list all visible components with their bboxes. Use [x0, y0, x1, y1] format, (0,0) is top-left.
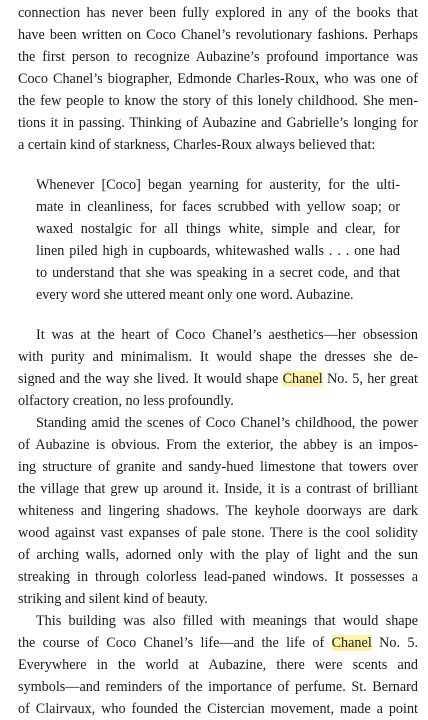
text-line: streaking in through colorless lead-paned windows. It possesses a	[18, 569, 418, 585]
text-line: whiteness and lingering shadows. The keyhole doorways are dark	[18, 503, 418, 519]
text-segment: No. 5.	[371, 635, 418, 651]
quote-line: every word she uttered meant only one word. Aubazine.	[36, 287, 354, 303]
text-line: It was at the heart of Coco Chanel’s aesthetics—her obsession	[36, 327, 418, 343]
quote-line: mate in cleanliness, for faces scrubbed with yellow soap; or	[36, 199, 400, 215]
quote-line: waxed nostalgic for all things white, simple and clear, for	[36, 221, 400, 237]
text-line: the few people to know the story of this lonely childhood. She men-	[18, 93, 418, 109]
quote-line: to understand that she was speaking in a secret code, and that	[36, 265, 400, 281]
text-line: Standing amid the scenes of Coco Chanel’s childhood, the power	[36, 415, 418, 431]
text-line: the village that grew up around it. Inside, it is a contrast of brilliant	[18, 481, 418, 497]
search-highlight: Chanel	[282, 371, 323, 387]
text-line: This building was also filled with meanings that would shape	[36, 613, 418, 629]
text-line	[18, 632, 418, 654]
text-line: ing structure of granite and sandy-hued limestone that towers over	[18, 459, 418, 475]
text-line: of Clairvaux, who founded the Cistercian movement, made a point	[18, 701, 418, 717]
text-line: Everywhere in the world at Aubazine, there were scents and	[18, 657, 418, 673]
text-line: the first person to recognize Aubazine’s profound importance was	[18, 49, 418, 65]
text-line	[18, 368, 418, 390]
text-line: connection has never been fully explored in any of the books that	[18, 5, 418, 21]
text-line: have been written on Coco Chanel’s revolutionary fashions. Perhaps	[18, 27, 418, 43]
search-highlight: Chanel	[331, 635, 372, 651]
text-line: olfactory creation, no less profoundly.	[18, 393, 234, 409]
text-line: with purity and minimalism. It would shape the dresses she de-	[18, 349, 418, 365]
text-line: symbols—and reminders of the importance of perfume. St. Bernard	[18, 679, 418, 695]
text-line: wood against vast expanses of pale stone. There is the cool solidity	[18, 525, 418, 541]
quote-line: Whenever [Coco] began yearning for austerity, for the ulti-	[36, 177, 400, 193]
text-segment: No. 5, her great	[322, 371, 418, 387]
text-segment: signed and the way she lived. It would shape	[18, 371, 283, 387]
text-line: of Aubazine is obvious. From the exterior, the abbey is an impos-	[18, 437, 418, 453]
text-line: of arching walls, adorned only with the play of light and the sun	[18, 547, 418, 563]
text-segment: the course of Coco Chanel’s life—and the life of	[18, 635, 332, 651]
text-line: Coco Chanel’s biographer, Edmonde Charles-Roux, who was one of	[18, 71, 418, 87]
text-line: striking and silent kind of beauty.	[18, 591, 208, 607]
text-line: tions it in passing. Thinking of Aubazine and Gabrielle’s longing for	[18, 115, 418, 131]
text-line: a certain kind of starkness, Charles-Roux always believed that:	[18, 137, 376, 153]
quote-line: linen piled high in cupboards, whitewashed walls . . . one had	[36, 243, 400, 259]
